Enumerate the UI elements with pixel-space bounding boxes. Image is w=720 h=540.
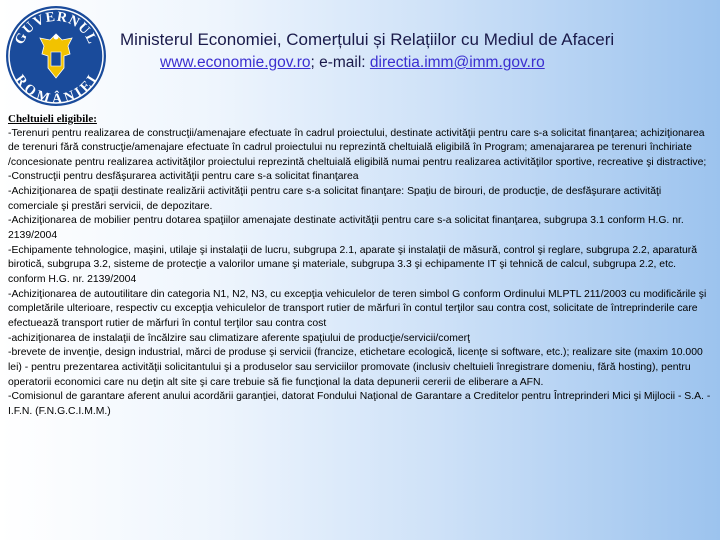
logo-top-text: GUVERNUL xyxy=(12,9,100,48)
cost-item-spaces: -Achiziţionarea de spaţii destinate realizării activităţii pentru care s-a solicitat finanţare: Spaţiu de birouri, de producţie, de desfăşurare activităţi comerciale şi prestări servicii, de depozitare. xyxy=(8,186,662,212)
government-logo xyxy=(4,4,108,108)
contact-line xyxy=(160,53,716,73)
cost-item-patents: -brevete de invenţie, design industrial, mărci de produse şi servicii (francize, etichetare ecologică, licenţe si software, etc.); realizare site (maxim 10.000 lei) - pentru prezentarea activităţii solicitantului şi a produselor sau serviciilor promovate (inclusiv cheltuieli înregistrare domeniu, fără hosting), pentru operatorii economici care nu deţin alt site şi care trebuie să fie funcţional la data depunerii cererii de eliberare a AFN. xyxy=(8,347,703,388)
email-link[interactable]: directia.imm@imm.gov.ro xyxy=(369,54,545,71)
cost-item-vehicles: -Achiziţionarea de autoutilitare din categoria N1, N2, N3, cu excepţia vehiculelor de teren simbol G conform Ordinului MLPTL 211/2003 cu modificările şi completările ulterioare, respectiv cu excepţia vehiculelor de transport rutier de mărfuri în contul terţilor sau contra cost, solicitate de întreprinderile care efectuează transport rutier de mărfuri în contul terţilor sau contra cost xyxy=(8,288,707,330)
page-header xyxy=(120,30,716,73)
cost-item-heating: -achiziţionarea de instalaţii de încălzire sau climatizare aferente spaţiului de producţie/servicii/comerţ xyxy=(8,332,471,344)
cost-item-furniture: -Achiziţionarea de mobilier pentru dotarea spaţiilor amenajate destinate activităţii pentru care s-a solicitat finanţarea, subgrupa 3.1 conform H.G. nr. 2139/2004 xyxy=(8,215,684,242)
email-separator: ; e-mail: xyxy=(310,54,370,71)
section-title: Cheltuieli eligibile: xyxy=(8,113,97,125)
cost-item-equipment: -Echipamente tehnologice, maşini, utilaje şi instalaţii de lucru, subgrupa 2.1, aparate şi instalaţii de măsură, control şi reglare, subgrupa 2.2, aparatură birotică, subgrupa 3.2, sisteme de protecţie a valorilor umane şi materiale, subgrupa 3.3 şi echipamente IT şi tehnică de calcul, subgrupa 2.2, etc. conform H.G. nr. 2139/2004 xyxy=(8,244,698,286)
ministry-title: Ministerul Economiei, Comerțului și Relațiilor cu Mediul de Afaceri xyxy=(120,30,615,49)
cost-item-land: -Terenuri pentru realizarea de construcţii/amenajare efectuate în cadrul proiectului, destinate activităţii pentru care s-a solicitat finanţarea; achiziţionarea de terenuri fără construcţie/amenajare efectuate în cadrul proiectului nu reprezintă cheltuială eligibilă în Program; amenajararea pe terenuri închiriate /concesionate pentru realizarea activităţilor proiectului reprezintă cheltuială eligibilă numai pentru realizarea activităţilor sportive, recreative şi distractive; xyxy=(8,127,707,168)
cost-item-construction: -Construcţii pentru desfăşurarea activităţii pentru care s-a solicitat finanţarea xyxy=(8,171,359,183)
eligible-costs-section xyxy=(8,112,714,420)
government-seal-icon xyxy=(4,4,108,108)
website-link[interactable]: www.economie.gov.ro xyxy=(160,54,311,71)
cost-item-guarantee: -Comisionul de garantare aferent anului acordării garanţiei, datorat Fondului Naţional de Garantare a Creditelor pentru Întreprinderi Mici şi Mijlocii - S.A. - I.F.N. (F.N.G.C.I.M.M.) xyxy=(8,391,711,417)
logo-bottom-text: ROMÂNIEI xyxy=(11,72,101,107)
